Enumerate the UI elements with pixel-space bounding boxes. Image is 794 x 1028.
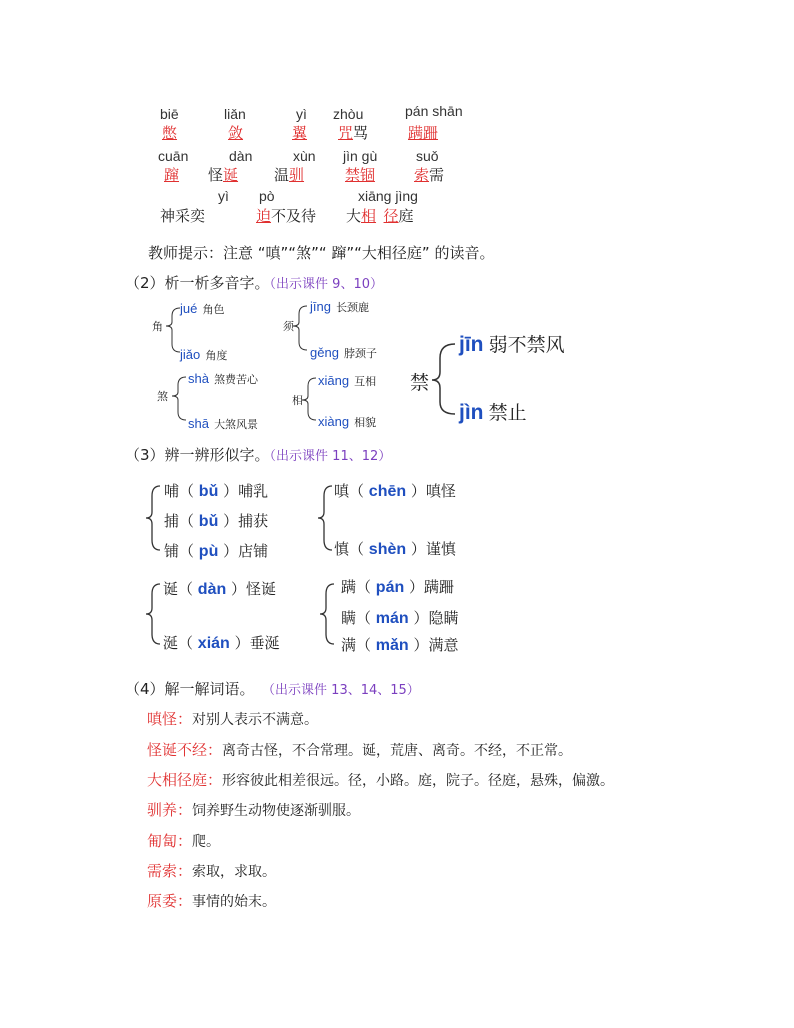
polyphone-entry: xiāng 互相 — [318, 373, 377, 388]
similar-char-row: 瞒（ mán ）隐瞒 — [341, 609, 459, 627]
word-chars: 温驯 — [274, 166, 305, 184]
polyphone-char: 煞 — [157, 390, 168, 403]
brace — [146, 486, 160, 550]
pinyin: pò — [259, 188, 275, 204]
polyphone-char: 须 — [283, 320, 294, 333]
polyphone-entry: jīng 长颈鹿 — [310, 299, 370, 314]
similar-char-row: 诞（ dàn ）怪诞 — [163, 580, 277, 598]
section-4-heading: （4）解一解词语。 （出示课件 13、14、15） — [125, 680, 420, 698]
word-chars: 禁锢 — [345, 166, 376, 184]
polyphone-entry: gěng 脖颈子 — [310, 345, 378, 360]
definition-item: 需索：索取，求取。 — [147, 862, 277, 880]
word-chars: 翼 — [292, 124, 308, 142]
polyphone-entry: shà 煞费苦心 — [188, 371, 259, 386]
similar-char-row: 捕（ bǔ ）捕获 — [164, 512, 269, 530]
similar-char-row: 满（ mǎn ）满意 — [341, 636, 459, 654]
brace — [172, 377, 186, 420]
word-chars: 蹿 — [164, 166, 180, 184]
similar-char-row: 嗔（ chēn ）嗔怪 — [334, 482, 456, 500]
word-chars: 憋 — [162, 124, 178, 142]
word-chars: 大相 径庭 — [346, 207, 414, 225]
pinyin: dàn — [229, 148, 253, 164]
brace — [320, 584, 334, 644]
section-2-heading: （2）析一析多音字。（出示课件 9、10） — [125, 274, 383, 292]
pinyin: pán shān — [405, 103, 463, 119]
word-chars: 怪诞 — [208, 166, 239, 184]
similar-char-row: 蹒（ pán ）蹒跚 — [341, 578, 455, 596]
polyphone-entry-large: jīn 弱不禁风 — [459, 333, 565, 356]
brace — [293, 306, 307, 350]
similar-char-row: 慎（ shèn ）谨慎 — [334, 540, 456, 558]
pinyin: xiāng jìng — [358, 188, 418, 204]
definition-item: 匍匐：爬。 — [147, 832, 221, 850]
pinyin: suǒ — [416, 148, 439, 164]
word-chars: 蹒跚 — [408, 124, 439, 142]
word-chars: 敛 — [228, 124, 244, 142]
brace — [302, 378, 316, 420]
word-chars: 索需 — [414, 166, 445, 184]
definition-item: 驯养：饲养野生动物使逐渐驯服。 — [147, 801, 361, 819]
word-chars: 迫不及待 — [256, 207, 317, 225]
polyphone-entry: jué 角色 — [180, 301, 225, 316]
definition-item: 大相径庭：形容彼此相差很远。径，小路。庭，院子。径庭，悬殊，偏激。 — [147, 771, 615, 789]
polyphone-entry: xiàng 相貌 — [318, 414, 377, 429]
pinyin: cuān — [158, 148, 189, 164]
brace — [318, 486, 332, 550]
brace — [146, 584, 160, 644]
teacher-tip: 教师提示：注意 “嗔”“煞”“ 蹿”“大相径庭” 的读音。 — [148, 244, 495, 262]
pinyin: yì — [218, 188, 229, 204]
similar-char-row: 哺（ bǔ ）哺乳 — [164, 482, 269, 500]
similar-char-row: 涎（ xián ）垂涎 — [163, 634, 280, 652]
section-3-heading: （3）辨一辨形似字。（出示课件 11、12） — [125, 446, 392, 464]
pinyin: xùn — [293, 148, 316, 164]
polyphone-entry-large: jìn 禁止 — [459, 401, 527, 424]
brace — [432, 344, 455, 414]
polyphone-char: 角 — [152, 320, 163, 333]
pinyin: liǎn — [224, 106, 246, 122]
polyphone-char: 相 — [292, 394, 303, 407]
pinyin: zhòu — [333, 106, 364, 122]
similar-char-row: 铺（ pù ）店铺 — [164, 542, 269, 560]
brace — [166, 308, 180, 352]
definition-item: 原委：事情的始末。 — [147, 892, 277, 910]
word-chars: 咒骂 — [338, 124, 369, 142]
polyphone-char-large: 禁 — [410, 372, 430, 394]
pinyin: biē — [160, 106, 179, 122]
word-chars: 神采奕 — [160, 207, 206, 225]
pinyin: jìn gù — [343, 148, 378, 164]
definition-item: 怪诞不经：离奇古怪，不合常理。诞，荒唐、离奇。不经，不正常。 — [147, 741, 573, 759]
polyphone-entry: jiǎo 角度 — [180, 347, 228, 362]
polyphone-entry: shā 大煞风景 — [188, 416, 259, 431]
definition-item: 嗔怪：对别人表示不满意。 — [147, 710, 319, 728]
pinyin: yì — [296, 106, 307, 122]
